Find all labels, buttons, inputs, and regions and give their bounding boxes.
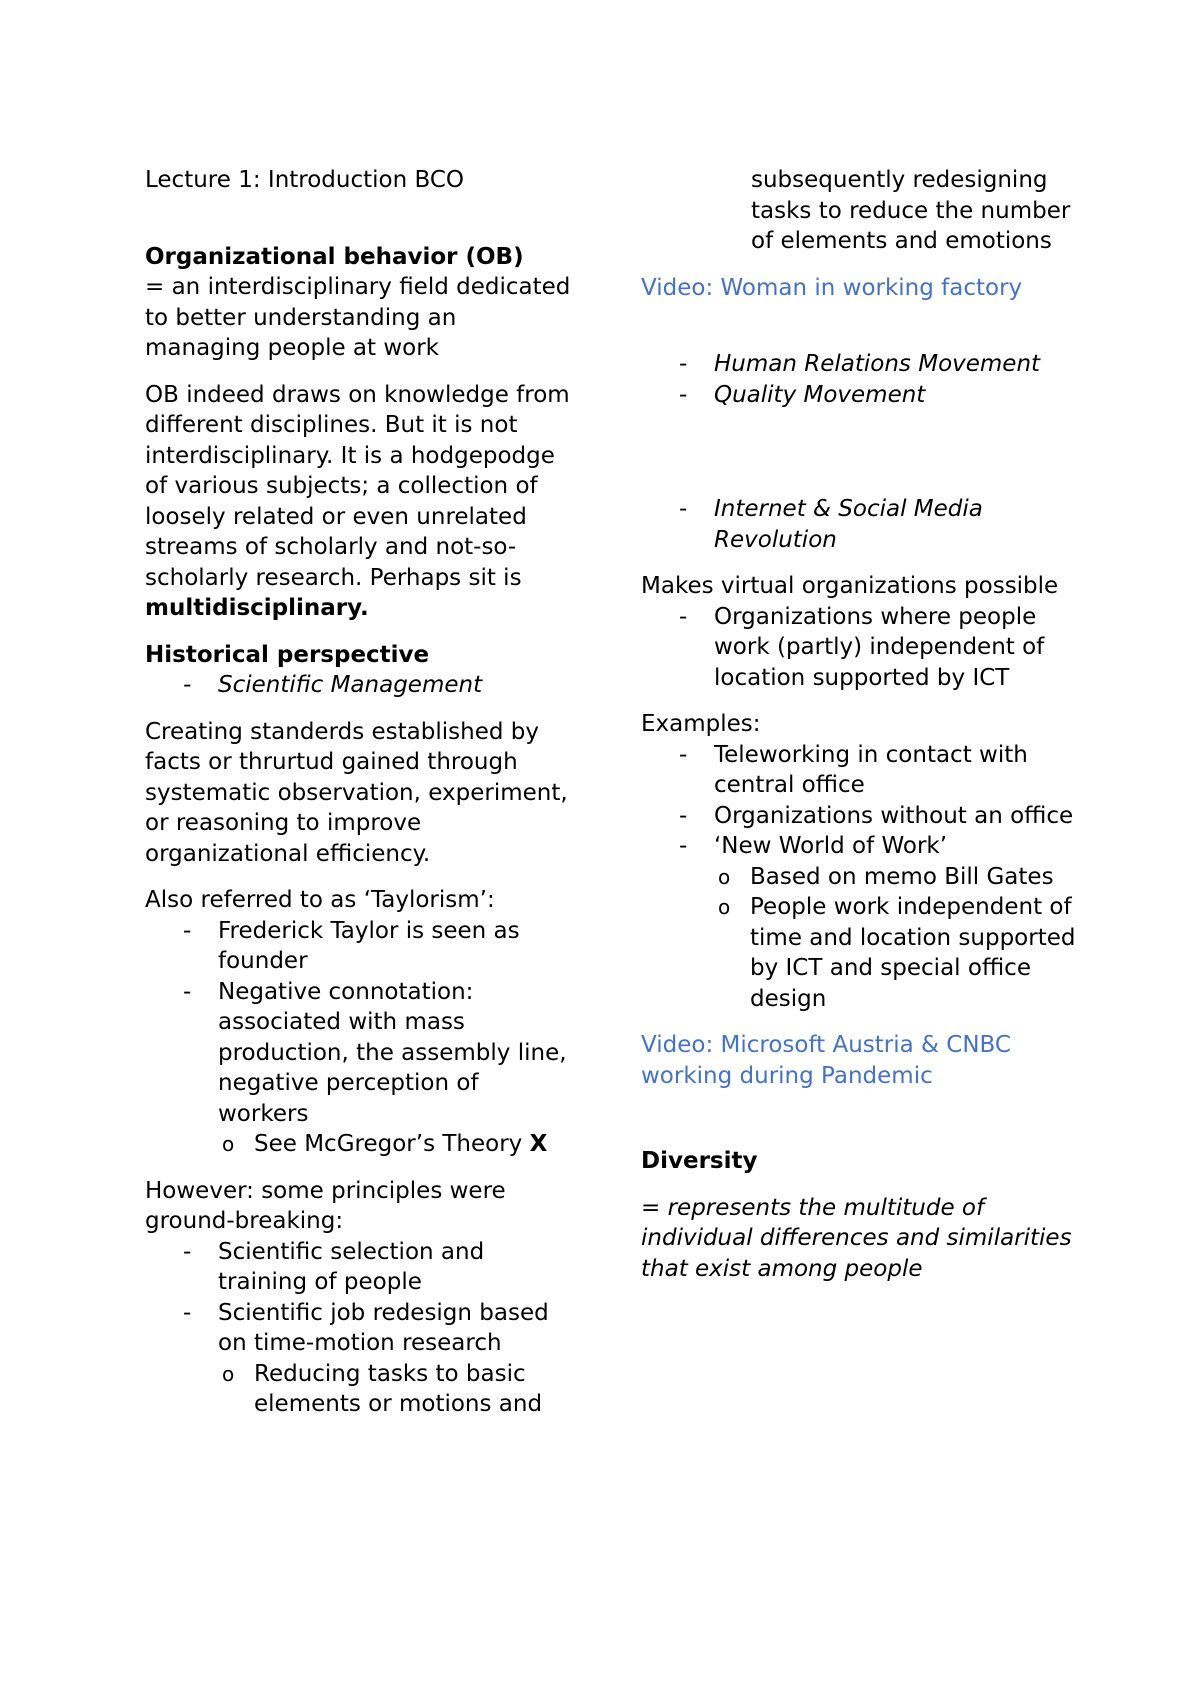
ob-heading: Organizational behavior (OB) (145, 243, 524, 270)
example-item: Teleworking in contact with central office (714, 741, 1028, 798)
dash-bullet: - (183, 1299, 192, 1326)
dash-bullet: - (679, 351, 688, 377)
list-item (714, 862, 1081, 893)
virtual-item: Organizations where people work (partly) independent of location supported by ICT (714, 603, 1045, 691)
list-item (641, 494, 1081, 555)
circle-bullet: o (222, 1361, 235, 1386)
dash-bullet: - (183, 1238, 192, 1265)
dash-bullet: - (679, 741, 688, 768)
list-item (218, 1359, 575, 1420)
sub-list (218, 1359, 575, 1420)
left-column (145, 165, 575, 1420)
list-item (145, 977, 575, 1160)
scientific-paragraph: Creating standerds established by facts or thrurtud gained through systematic observation, experiment, or reasoning to improve organizational efficiency. (145, 718, 568, 867)
list-item (145, 1237, 575, 1298)
list-item (145, 916, 575, 977)
list-item (641, 831, 1081, 1014)
lecture-title: Lecture 1: Introduction BCO (145, 167, 465, 193)
right-column (641, 165, 1081, 1284)
example-item: Organizations without an office (714, 802, 1074, 829)
example-item: ‘New World of Work’ (714, 833, 948, 859)
list-item (641, 740, 1081, 801)
diversity-definition: = represents the multitude of individual differences and similarities that exist among people (641, 1194, 1072, 1282)
taylor-item: Frederick Taylor is seen as founder (218, 917, 520, 974)
list-item (218, 1129, 575, 1160)
dash-bullet: - (183, 978, 192, 1005)
dash-bullet: - (679, 603, 688, 630)
historical-heading: Historical perspective (145, 641, 430, 668)
principle-item: Scientific selection and training of people (218, 1238, 485, 1295)
list-item (714, 892, 1081, 1014)
list-item (641, 801, 1081, 832)
video-link-1[interactable]: Video: Woman in working factory (641, 274, 1023, 301)
mcgregor-text: See McGregor’s Theory (254, 1131, 523, 1157)
circle-bullet: o (222, 1132, 235, 1156)
circle-bullet: o (718, 864, 731, 889)
movements-list (641, 349, 1081, 410)
taylorism-intro: Also referred to as ‘Taylorism’: (145, 887, 495, 913)
continued-text: subsequently redesigning tasks to reduce the number of elements and emotions (751, 167, 1071, 254)
list-item (641, 349, 1081, 380)
taylor-list (145, 916, 575, 1160)
circle-bullet: o (718, 895, 731, 919)
nwow-item: Based on memo Bill Gates (750, 863, 1054, 890)
examples-label: Examples: (641, 711, 761, 737)
mcgregor-x: X (529, 1131, 548, 1157)
virtual-list (641, 602, 1081, 694)
internet-list (641, 494, 1081, 555)
movement-item: Quality Movement (714, 381, 926, 408)
scientific-management: Scientific Management (218, 672, 483, 698)
dash-bullet: - (183, 672, 192, 698)
historical-list (145, 670, 575, 701)
video-link-2[interactable]: Video: Microsoft Austria & CNBC working during Pandemic (641, 1032, 1011, 1089)
however-paragraph: However: some principles were ground-breaking: (145, 1177, 506, 1234)
ob-paragraph-text: OB indeed draws on knowledge from different disciplines. But it is not interdisciplinary. It is a hodgepodge of various subjects; a collection of loosely related or even unrelated streams of scholarly and not-so-scholarly research. Perhaps sit is (145, 381, 570, 591)
dash-bullet: - (183, 917, 192, 944)
ob-paragraph (145, 380, 575, 624)
ob-paragraph-bold: multidisciplinary. (145, 595, 369, 621)
list-item (145, 670, 575, 701)
list-item (145, 1298, 575, 1420)
principle-item: Scientific job redesign based on time-motion research (218, 1299, 549, 1356)
sub-list (218, 1129, 575, 1160)
list-item (641, 602, 1081, 694)
list-item (641, 380, 1081, 411)
internet-item: Internet & Social Media Revolution (714, 496, 983, 553)
dash-bullet: - (679, 833, 688, 859)
movement-item: Human Relations Movement (714, 351, 1041, 377)
examples-list (641, 740, 1081, 1015)
principles-list (145, 1237, 575, 1420)
virtual-paragraph: Makes virtual organizations possible (641, 573, 1059, 599)
taylor-item: Negative connotation: associated with mass production, the assembly line, negative perception of workers (218, 978, 567, 1127)
dash-bullet: - (679, 802, 688, 829)
sub-list (714, 862, 1081, 1015)
dash-bullet: - (679, 381, 688, 408)
nwow-item: People work independent of time and location supported by ICT and special office design (750, 894, 1076, 1012)
diversity-heading: Diversity (641, 1148, 758, 1174)
ob-definition: = an interdisciplinary field dedicated to better understanding an managing people at work (145, 274, 571, 361)
reducing-item: Reducing tasks to basic elements or motions and (254, 1360, 543, 1417)
dash-bullet: - (679, 496, 688, 522)
